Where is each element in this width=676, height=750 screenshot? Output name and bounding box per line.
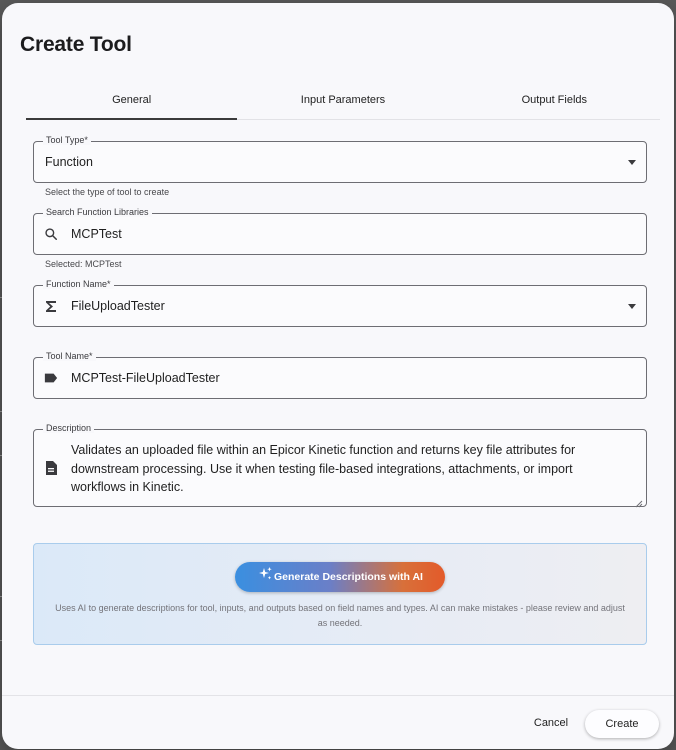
function-name-value: FileUploadTester [71,299,165,313]
function-name-label: Function Name* [43,279,114,289]
search-icon [44,227,58,241]
function-name-select[interactable] [33,279,647,327]
create-tool-dialog [2,3,674,749]
ai-disclaimer: Uses AI to generate descriptions for tool, inputs, and outputs based on field names and types. AI can make mistakes - please review and adjust as needed. [55,603,625,628]
dialog-title: Create Tool [20,33,132,56]
generate-descriptions-label: Generate Descriptions with AI [274,571,423,583]
generate-descriptions-button[interactable] [235,562,445,592]
description-value: Validates an uploaded file within an Epicor Kinetic function and returns key file attributes for downstream processing. Use it when testing file-based integrations, attachments, or import workflows in Kinetic. [71,443,576,494]
tool-name-input[interactable] [33,351,647,399]
tab-bar [26,82,660,120]
sigma-icon [44,299,58,313]
search-libraries-label: Search Function Libraries [43,207,152,217]
footer-divider [2,695,674,696]
search-libraries-value: MCPTest [71,227,122,241]
label-tag-icon [44,371,58,385]
resize-handle[interactable] [635,495,643,503]
create-button[interactable]: Create [585,710,659,738]
search-libraries-input[interactable] [33,207,647,255]
tab-input-parameters[interactable]: Input Parameters [300,94,386,106]
description-label: Description [43,423,94,433]
chevron-down-icon[interactable] [628,304,636,309]
cancel-button[interactable]: Cancel [524,710,578,736]
tool-name-value: MCPTest-FileUploadTester [71,371,220,385]
ai-assist-panel [33,543,647,645]
tool-type-select[interactable] [33,135,647,183]
document-icon [44,461,58,475]
description-textarea[interactable] [33,423,647,507]
tab-output-fields[interactable]: Output Fields [521,94,588,106]
tab-general[interactable]: General [26,82,237,119]
sparkle-icon [257,566,273,582]
tool-name-label: Tool Name* [43,351,96,361]
tool-type-helper: Select the type of tool to create [45,187,170,197]
search-libraries-helper: Selected: MCPTest [45,259,122,269]
tool-type-value: Function [45,155,93,169]
tool-type-label: Tool Type* [43,135,91,145]
chevron-down-icon[interactable] [628,160,636,165]
